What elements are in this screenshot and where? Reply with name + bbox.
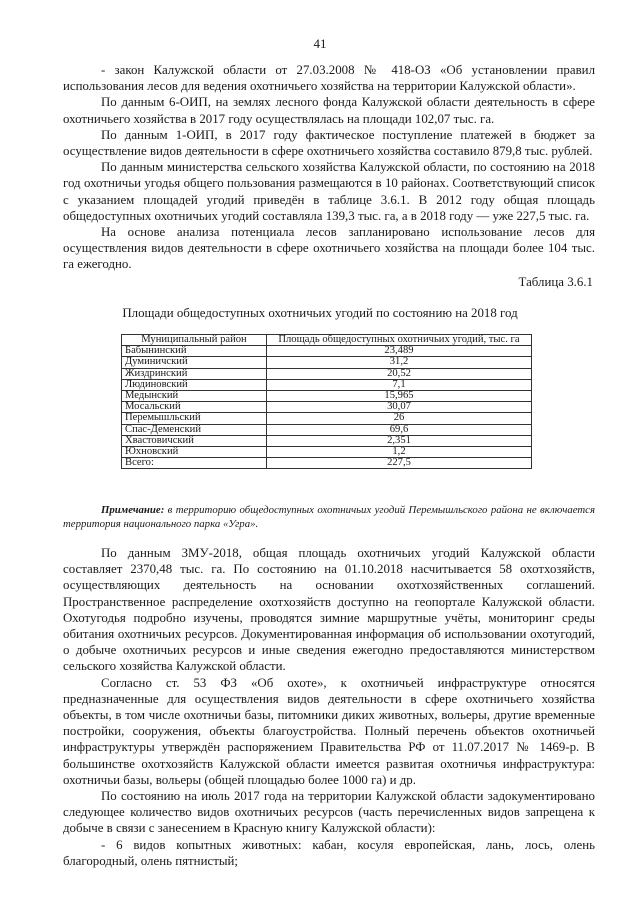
area-value: 31,2 xyxy=(267,357,532,368)
table-header-row xyxy=(122,335,532,346)
table-row xyxy=(122,357,532,368)
paragraph-1-oip: По данным 1-ОИП, в 2017 году фактическое поступление платежей в бюджет за осуществление видов деятельности в сфере охотничьего хозяйства составило 879,8 тыс. рублей. xyxy=(63,127,595,159)
area-value: 20,52 xyxy=(267,368,532,379)
note-text: в территорию общедоступных охотничьих угодий Перемышльского района не включается территория национального парка «Угра». xyxy=(63,504,595,530)
table-caption: Площади общедоступных охотничьих угодий по состоянию на 2018 год xyxy=(122,306,518,320)
district-name: Спас-Деменский xyxy=(122,424,267,435)
district-name: Юхновский xyxy=(122,447,267,458)
body-text xyxy=(63,545,595,869)
table-row xyxy=(122,424,532,435)
note-label: Примечание: xyxy=(101,504,165,516)
table-row xyxy=(122,435,532,446)
paragraph-6-oip: По данным 6-ОИП, на землях лесного фонда Калужской области деятельность в сфере охотничьего хозяйства в 2017 году осуществлялась на площади 102,07 тыс. га. xyxy=(63,95,595,126)
table-row xyxy=(122,413,532,424)
hunting-grounds-table xyxy=(121,334,532,469)
area-value: 30,07 xyxy=(267,402,532,413)
district-name: Людиновский xyxy=(122,379,267,390)
table-row xyxy=(122,447,532,458)
district-name: Бабынинский xyxy=(122,346,267,357)
district-name: Думиничский xyxy=(122,357,267,368)
district-name: Перемышльский xyxy=(122,413,267,424)
paragraph-infrastructure: Согласно ст. 53 ФЗ «Об охоте», к охотничьей инфраструктуре относятся предназначенные для осуществления видов деятельности в сфере охотничьего хозяйства объекты, в том числе охотничьи базы, питомники диких животных, вольеры, другие временные постройки, сооружения, объекты благоустройства. Полный перечень объектов охотничьей инфраструктуры утверждён распоряжением Правительства РФ от 11.07.2017 № 1469-р. В большинстве охотхозяйств Калужской области имеется развитая охотничья инфраструктура: охотничьи базы, вольеры (общей площадью более 1000 га) и др. xyxy=(63,675,595,787)
total-value: 227,5 xyxy=(267,458,532,469)
district-name: Жиздринский xyxy=(122,368,267,379)
district-name: Медынский xyxy=(122,391,267,402)
paragraph-forest-potential: На основе анализа потенциала лесов запланировано использование лесов для осуществления видов деятельности в сфере охотничьего хозяйства на площади более 104 тыс. га ежегодно. xyxy=(63,225,595,272)
table-row xyxy=(122,346,532,357)
paragraph-law-reference: - закон Калужской области от 27.03.2008 № 418-ОЗ «Об установлении правил использования лесов для ведения охотничьего хозяйства на территории Калужской области». xyxy=(63,63,595,94)
area-value: 15,965 xyxy=(267,391,532,402)
paragraph-zmu-2018: По данным ЗМУ-2018, общая площадь охотничьих угодий Калужской области составляет 2370,48 тыс. га. По состоянию на 01.10.2018 насчитывается 58 охотхозяйств, осуществляющих деятельность на основании охотхозяйственных соглашений. Пространственное распределение охотхозяйств доступно на геопортале Калужской области. Охотугодья подробно изучены, проводятся зимние маршрутные учёты, мониторинг среды обитания охотничьих ресурсов. Документированная информация об использовании охотугодий, о добыче охотничьих ресурсов и иные сведения ежегодно предоставляются министерством сельского хозяйства Калужской области. xyxy=(63,546,595,674)
column-header-area: Площадь общедоступных охотничьих угодий, тыс. га xyxy=(267,335,532,346)
area-value: 2,351 xyxy=(267,435,532,446)
district-name: Хвастовичский xyxy=(122,435,267,446)
paragraph-ministry-data: По данным министерства сельского хозяйства Калужской области, по состоянию на 2018 год охотничьи угодья общего пользования размещаются в 10 районах. Соответствующий список с указанием площадей угодий приведён в таблице 3.6.1. В 2012 году общая площадь общедоступных охотничьих угодий составляла 139,3 тыс. га, а в 2018 году — уже 227,5 тыс. га. xyxy=(63,160,595,223)
table-total-row xyxy=(122,458,532,469)
district-name: Мосальский xyxy=(122,402,267,413)
area-value: 23,489 xyxy=(267,346,532,357)
area-value: 1,2 xyxy=(267,447,532,458)
table-row xyxy=(122,379,532,390)
table-row xyxy=(122,391,532,402)
intro-text xyxy=(63,62,595,273)
column-header-district: Муниципальный район xyxy=(122,335,267,346)
table-row xyxy=(122,402,532,413)
table-note xyxy=(63,503,595,531)
total-label: Всего: xyxy=(122,458,267,469)
area-value: 26 xyxy=(267,413,532,424)
table-label: Таблица 3.6.1 xyxy=(518,275,593,289)
paragraph-species-count: По состоянию на июль 2017 года на территории Калужской области задокументировано следующее количество видов охотничьих ресурсов (часть перечисленных видов запрещена к добыче в связи с занесением в Красную книгу Калужской области): xyxy=(63,789,595,836)
page-number: 41 xyxy=(313,36,327,51)
area-value: 7,1 xyxy=(267,379,532,390)
table-row xyxy=(122,368,532,379)
area-value: 69,6 xyxy=(267,424,532,435)
paragraph-ungulates: - 6 видов копытных животных: кабан, косуля европейская, лань, лось, олень благородный, олень пятнистый; xyxy=(63,837,595,868)
